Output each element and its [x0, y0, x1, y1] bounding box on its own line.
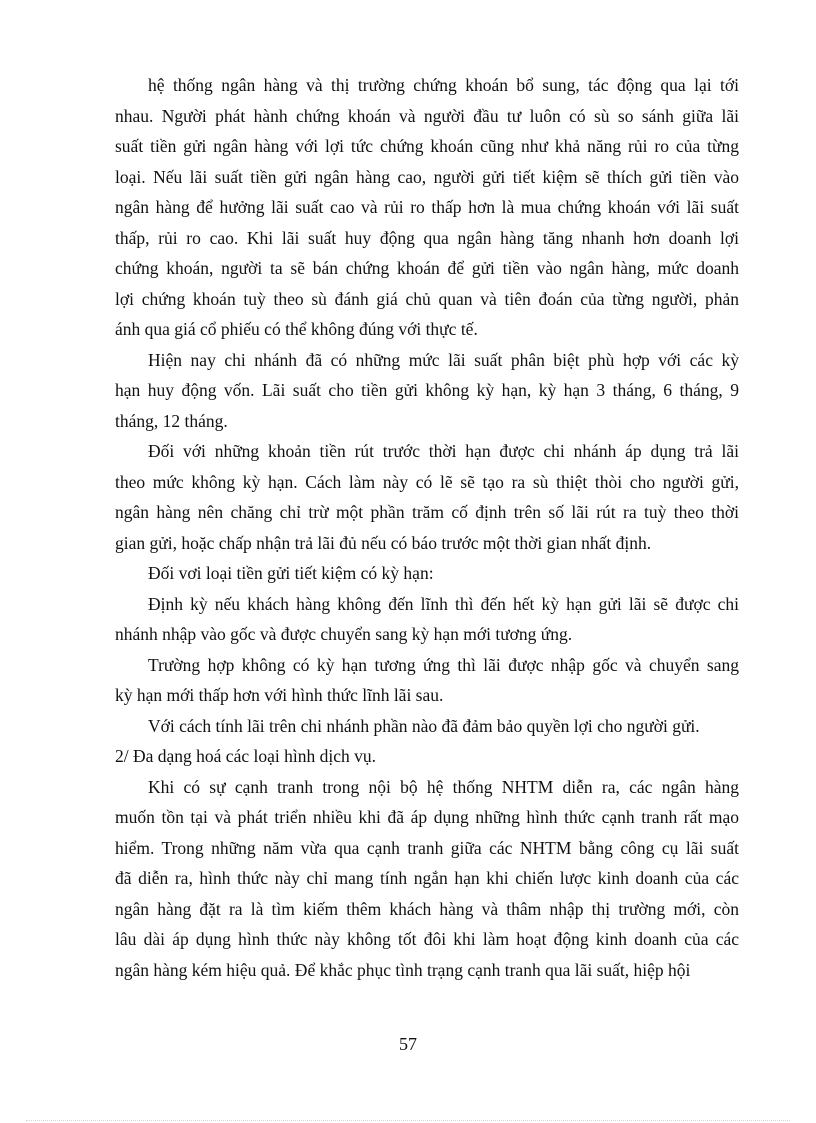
text-line: đã diễn ra, hình thức này chỉ mang tính ngắn hạn khi chiến lược kinh doanh của các [115, 868, 739, 888]
text-line: suất tiền gửi ngân hàng với lợi tức chứng khoán cũng như khả năng rủi ro của từng [115, 136, 739, 156]
text-line: muốn tồn tại và phát triển nhiều khi đã áp dụng những hình thức cạnh tranh rất mạo [115, 807, 739, 827]
text-line: tháng, 12 tháng. [115, 410, 228, 431]
text-line: Đối vơi loại tiền gửi tiết kiệm có kỳ hạn: [148, 563, 434, 583]
text-line: Định kỳ nếu khách hàng không đến lĩnh thì đến hết kỳ hạn gửi lãi sẽ được chi [148, 593, 739, 614]
text-line: lợi chứng khoán tuỳ theo sù đánh giá chủ quan và tiên đoán của từng người, phản [115, 288, 739, 309]
text-line: nhánh nhập vào gốc và được chuyển sang kỳ hạn mới tương ứng. [115, 624, 573, 644]
text-line: Hiện nay chi nhánh đã có những mức lãi suất phân biệt phù hợp với các kỳ [148, 349, 739, 370]
text-line: lâu dài áp dụng hình thức này không tốt đôi khi làm hoạt động kinh doanh của các [115, 929, 739, 949]
text-line: Đối với những khoản tiền rút trước thời hạn được chi nhánh áp dụng trả lãi [148, 441, 739, 461]
text-line: hạn huy động vốn. Lãi suất cho tiền gửi không kỳ hạn, kỳ hạn 3 tháng, 6 tháng, 9 [115, 380, 739, 400]
text-line: thấp, rủi ro cao. Khi lãi suất huy động qua ngân hàng tăng nhanh hơn doanh lợi [115, 227, 739, 248]
text-line: theo mức không kỳ hạn. Cách làm này có lẽ sẽ tạo ra sù thiệt thòi cho người gửi, [115, 471, 739, 492]
text-line: ngân hàng đặt ra là tìm kiếm thêm khách hàng và thâm nhập thị trường mới, còn [115, 898, 739, 919]
text-line: Trường hợp không có kỳ hạn tương ứng thì lãi được nhập gốc và chuyển sang [148, 654, 739, 675]
text-line: loại. Nếu lãi suất tiền gửi ngân hàng cao, người gửi tiết kiệm sẽ thích gửi tiền vào [115, 166, 739, 187]
text-line: nhau. Người phát hành chứng khoán và người đầu tư luôn có sù so sánh giữa lãi [115, 105, 739, 126]
text-line: ngân hàng nên chăng chỉ trừ một phần trăm cố định trên số lãi rút ra tuỳ theo thời [115, 502, 739, 522]
text-line: ngân hàng để hưởng lãi suất cao và rủi ro thấp hơn là mua chứng khoán với lãi suất [115, 197, 739, 217]
page-bottom-divider [26, 1120, 790, 1121]
text-line: 2/ Đa dạng hoá các loại hình dịch vụ. [115, 746, 376, 766]
text-line: hệ thống ngân hàng và thị trường chứng khoán bổ sung, tác động qua lại tới [148, 75, 739, 95]
text-line: chứng khoán, người ta sẽ bán chứng khoán để gửi tiền vào ngân hàng, mức doanh [115, 258, 739, 278]
text-line: Với cách tính lãi trên chi nhánh phần nào đã đảm bảo quyền lợi cho người gửi. [148, 715, 700, 736]
text-line: Khi có sự cạnh tranh trong nội bộ hệ thống NHTM diễn ra, các ngân hàng [148, 776, 739, 797]
text-line: kỳ hạn mới thấp hơn với hình thức lĩnh lãi sau. [115, 685, 444, 705]
text-line: hiểm. Trong những năm vừa qua cạnh tranh giữa các NHTM bằng công cụ lãi suất [115, 837, 739, 858]
page-number: 57 [399, 1034, 417, 1054]
body-text [115, 70, 739, 985]
text-line: ngân hàng kém hiệu quả. Để khắc phục tình trạng cạnh tranh qua lãi suất, hiệp hội [115, 959, 691, 980]
text-line: gian gửi, hoặc chấp nhận trả lãi đủ nếu có báo trước một thời gian nhất định. [115, 532, 652, 553]
text-line: ánh qua giá cổ phiếu có thể không đúng với thực tế. [115, 319, 478, 339]
